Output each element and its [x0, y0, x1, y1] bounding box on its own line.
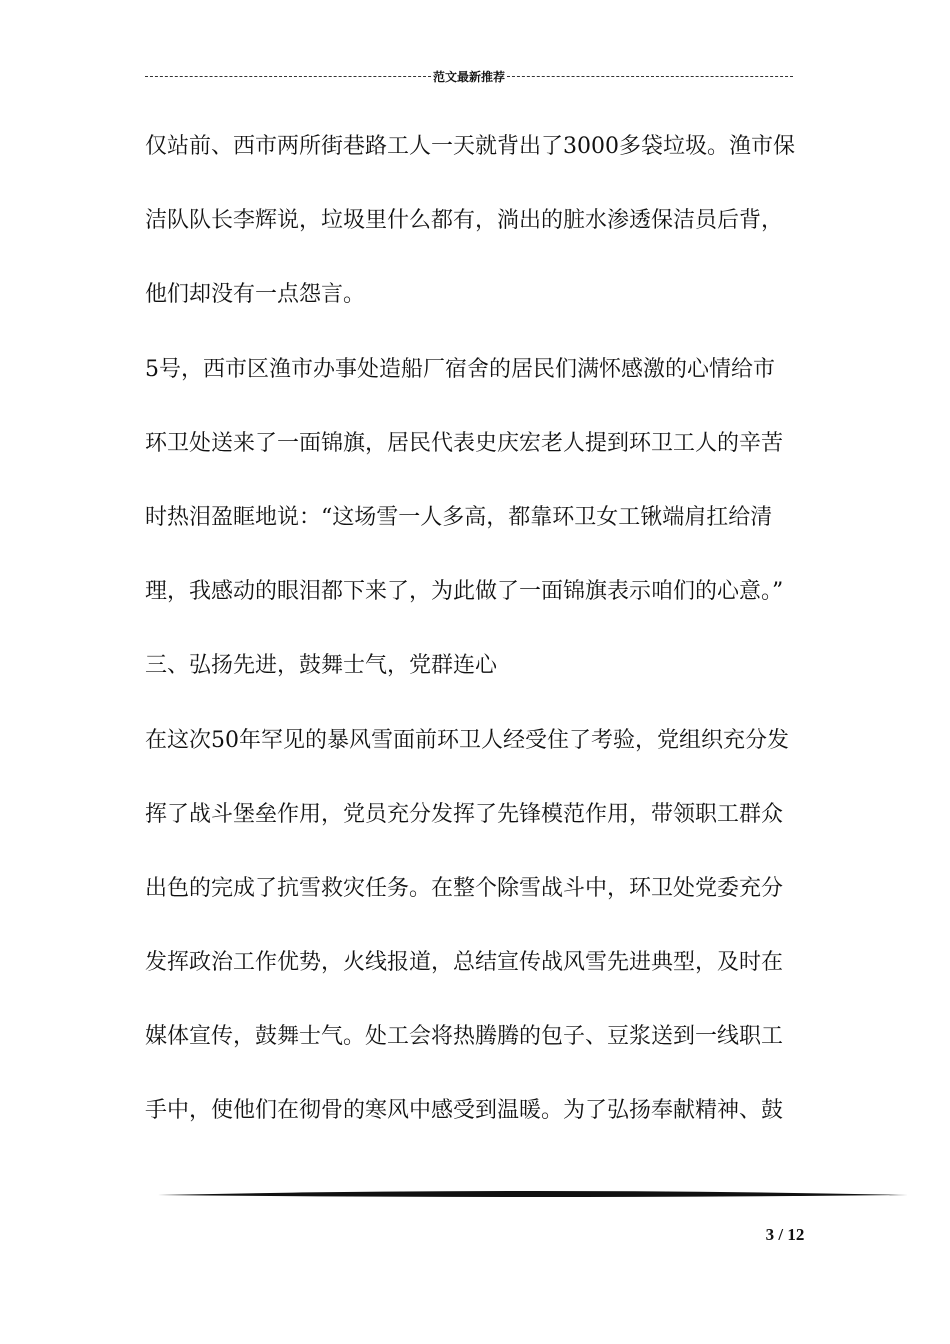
text-line: 仅站前、西市两所街巷路工人一天就背出了3000多袋垃圾。渔市保: [145, 134, 795, 159]
text-line: 环卫处送来了一面锦旗，居民代表史庆宏老人提到环卫工人的辛苦: [145, 430, 784, 456]
text-line: 理，我感动的眼泪都下来了，为此做了一面锦旗表示咱们的心意。”: [145, 579, 784, 605]
text-line: 5号，西市区渔市办事处造船厂宿舍的居民们满怀感激的心情给市: [145, 356, 775, 382]
text-line: 挥了战斗堡垒作用，党员充分发挥了先锋模范作用，带领职工群众: [145, 801, 784, 827]
page-header: [145, 66, 793, 86]
text-line: 手中，使他们在彻骨的寒风中感受到温暖。为了弘扬奉献精神、鼓: [145, 1098, 784, 1124]
text-line: 洁队队长李辉说，垃圾里什么都有，淌出的脏水渗透保洁员后背，: [145, 208, 784, 234]
header-dash-right: [507, 76, 793, 77]
header-dash-left: [145, 76, 431, 77]
text-line: 在这次50年罕见的暴风雪面前环卫人经受住了考验，党组织充分发: [145, 727, 789, 753]
header-title: 范文最新推荐: [433, 69, 506, 84]
text-line: 时热泪盈眶地说：“这场雪一人多高，都靠环卫女工锹端肩扛给清: [145, 504, 773, 530]
footer-divider: [158, 1188, 908, 1202]
page-number: 3 / 12: [765, 1225, 805, 1244]
text-line: 发挥政治工作优势，火线报道，总结宣传战风雪先进典型，及时在: [145, 950, 784, 976]
section-heading: 三、弘扬先进，鼓舞士气，党群连心: [145, 653, 498, 679]
document-body: [145, 118, 810, 1157]
text-line: 媒体宣传，鼓舞士气。处工会将热腾腾的包子、豆浆送到一线职工: [145, 1024, 784, 1050]
text-line: 他们却没有一点怨言。: [145, 282, 366, 308]
text-line: 出色的完成了抗雪救灾任务。在整个除雪战斗中，环卫处党委充分: [145, 875, 784, 901]
